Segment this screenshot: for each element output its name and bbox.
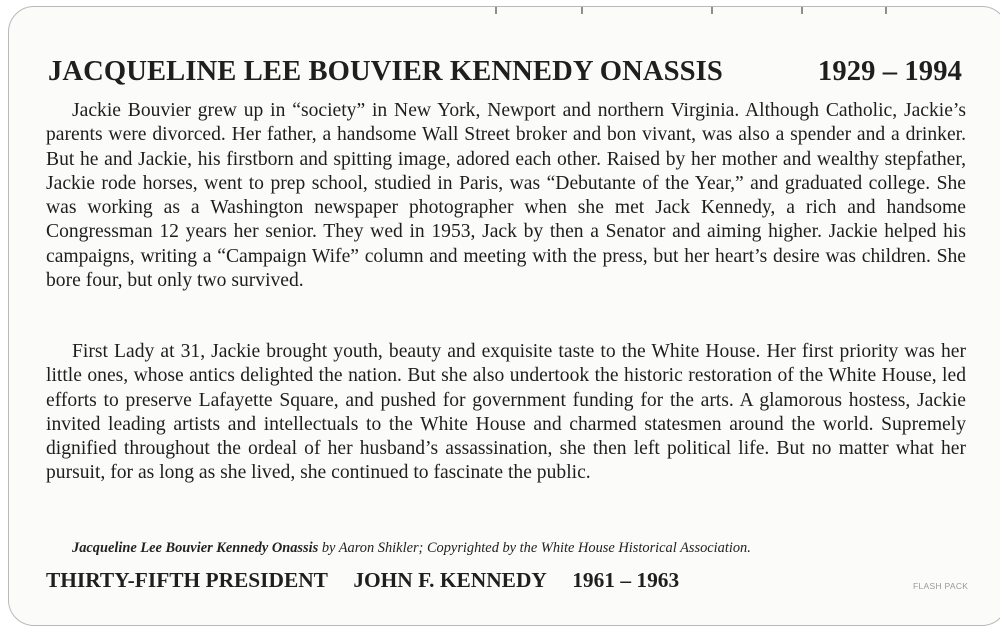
portrait-attribution: by Aaron Shikler; Copyrighted by the White House Historical Association. <box>318 540 751 556</box>
portrait-title: Jacqueline Lee Bouvier Kennedy Onassis <box>72 540 319 556</box>
first-lady-name: JACQUELINE LEE BOUVIER KENNEDY ONASSIS <box>48 56 723 87</box>
biography-paragraph-1: Jackie Bouvier grew up in “society” in New York, Newport and northern Virginia. Although Catholic, Jackie’s parents were divorced. Her father, a handsome Wall Street broker and bon vivant, was also a spender and a drinker. But he and Jackie, his firstborn and spitting image, adored each other. Raised by her mother and wealthy stepfather, Jackie rode horses, went to prep school, studied in Paris, was “Debutante of the Year,” and graduated college. She was working as a Washington newspaper photographer when she met Jack Kennedy, a rich and handsome Congressman 12 years her senior. They wed in 1953, Jack by then a Senator and aiming higher. Jackie helped his campaigns, writing a “Campaign Wife” column and meeting with the press, but her heart’s desire was children. She bore four, but only two survived. <box>46 100 966 292</box>
biography-paragraph-2: First Lady at 31, Jackie brought youth, beauty and exquisite taste to the White House. Her first priority was her little ones, whose antics delighted the nation. But she also undertook the historic restoration of the White House, led efforts to preserve Lafayette Square, and pushed for government funding for the arts. A glamorous hostess, Jackie invited leading artists and intellectuals to the White House and charmed statesmen around the world. Supremely dignified throughout the ordeal of her husband’s assassination, she then left political life. But no matter what her pursuit, for as long as she lived, she continued to fascinate the public. <box>46 341 966 484</box>
binder-tab-marks <box>495 7 887 14</box>
president-footer <box>46 568 699 593</box>
president-name: JOHN F. KENNEDY <box>353 568 547 592</box>
card-title <box>48 56 962 88</box>
brand-label: FLASH PACK <box>913 581 969 591</box>
portrait-credit <box>72 540 751 557</box>
life-dates: 1929 – 1994 <box>817 56 962 87</box>
president-term: 1961 – 1963 <box>572 568 680 592</box>
president-office: THIRTY-FIFTH PRESIDENT <box>46 568 328 592</box>
